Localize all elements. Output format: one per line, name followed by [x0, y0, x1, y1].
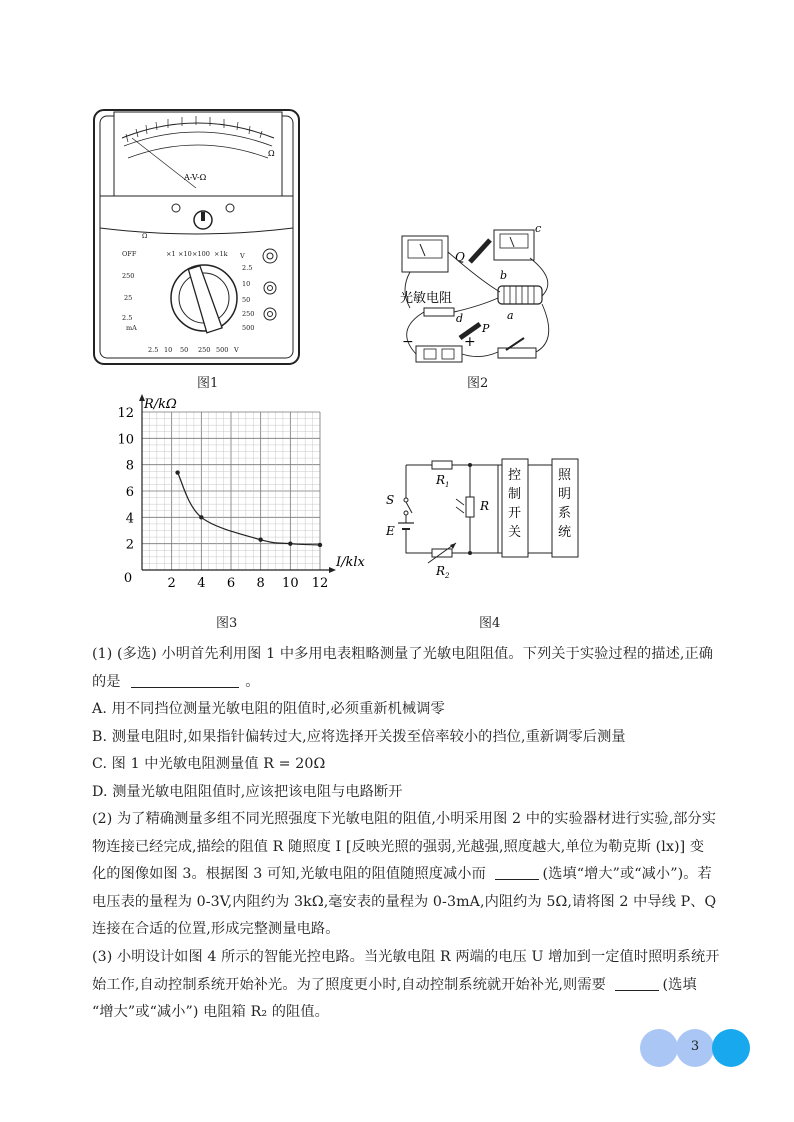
x-tick-label: 12: [311, 576, 329, 591]
svg-text:c: c: [535, 222, 542, 235]
fig2-apparatus: [390, 220, 562, 368]
x-axis-arrow: [329, 567, 336, 573]
svg-text:×1k: ×1k: [214, 250, 228, 258]
origin-label: 0: [123, 571, 133, 586]
x-tick-label: 10: [282, 576, 299, 591]
svg-text:mA: mA: [126, 324, 137, 332]
svg-text:10: 10: [242, 280, 251, 288]
page-number: 3: [690, 1039, 700, 1054]
svg-text:250: 250: [198, 346, 211, 354]
option-a: A. 用不同挡位测量光敏电阻的阻值时,必须重新机械调零: [92, 701, 445, 717]
option-b: B. 测量电阻时,如果指针偏转过大,应将选择开关拨至倍率较小的挡位,重新调零后测量: [92, 728, 626, 745]
svg-text:50: 50: [180, 346, 189, 354]
svg-text:2: 2: [445, 572, 450, 580]
y-tick-label: 10: [117, 432, 134, 448]
series-curve: [178, 473, 320, 545]
svg-text:b: b: [500, 269, 508, 282]
badge-dot-dark: [712, 1029, 750, 1067]
data-point: [288, 541, 292, 545]
x-tick-label: 8: [256, 576, 265, 591]
svg-text:2.5: 2.5: [242, 264, 253, 272]
svg-text:250: 250: [122, 272, 135, 280]
y-tick-label: 6: [125, 485, 134, 500]
svg-text:Q: Q: [455, 250, 465, 264]
svg-text:2.5: 2.5: [148, 346, 159, 354]
svg-text:250: 250: [242, 310, 255, 318]
data-point: [175, 470, 179, 474]
fig3-caption: 图3: [216, 616, 238, 631]
fig1-multimeter: [92, 108, 302, 366]
svg-text:OFF: OFF: [122, 250, 137, 258]
option-d: D. 测量光敏电阻阻值时,应该把该电阻与电路断开: [92, 783, 403, 800]
fig2-sensor-label: 光敏电阻: [400, 291, 453, 306]
data-point: [258, 538, 262, 542]
fig2-caption: 图2: [467, 376, 489, 391]
svg-text:a: a: [507, 309, 514, 322]
fig3-chart: [110, 390, 385, 615]
y-tick-label: 12: [117, 406, 134, 421]
svg-text:−: −: [402, 334, 414, 350]
svg-text:R: R: [436, 564, 446, 578]
question-2: (2) 为了精确测量多组不同光照强度下光敏电阻的阻值,小明采用图 2 中的实验器材进行实验,部分实 物连接已经完成,描绘的阻值 R 随照度 I [反映光照的强弱,光越强,照度越大,单位为勒克斯 (lx)] 变 化的图像如图 3。根据图 3 可知,光敏电阻的阻值随照度减小而 (选填“增大”或“减小”)。若 电压表的量程为 0-3V,内阻约为 3kΩ,毫安表的量程为 0-3mA,内阻约为 5Ω,请将图 2 中导线 P、Q 连接在合适的位置,形成完整测量电路。: [92, 811, 717, 937]
x-axis-label: I/klx: [336, 555, 365, 570]
svg-text:E: E: [386, 524, 395, 538]
fig4-circuit: [380, 455, 585, 580]
svg-text:S: S: [386, 493, 395, 507]
svg-text:+: +: [464, 334, 476, 350]
svg-text:25: 25: [124, 294, 133, 302]
svg-text:500: 500: [216, 346, 229, 354]
x-tick-label: 4: [197, 576, 206, 591]
svg-text:Ω: Ω: [268, 149, 275, 158]
lighting-system-box: 照明系统: [558, 468, 572, 540]
question-1: (1) (多选) 小明首先利用图 1 中多用电表粗略测量了光敏电阻阻值。下列关于实验过程的描述,正确 的是 。 A. 用不同挡位测量光敏电阻的阻值时,必须重新机械调零 B. 测量电阻时,如果指针偏转过大,应将选择开关拨至倍率较小的挡位,重新调零后测量 C. 图 1 中光敏电阻测量值 R = 20Ω D. 测量光敏电阻阻值时,应该把该电阻与电路断开: [92, 641, 732, 806]
svg-text:×10: ×10: [178, 250, 192, 258]
q1-answer-blank[interactable]: [131, 671, 239, 688]
page-number-badge: [640, 1029, 752, 1067]
x-tick-label: 2: [167, 576, 176, 591]
y-tick-label: 8: [125, 458, 134, 474]
svg-text:R: R: [480, 499, 490, 513]
svg-text:×1: ×1: [166, 250, 176, 258]
y-tick-label: 4: [125, 511, 134, 527]
fig4-caption: 图4: [479, 616, 501, 631]
q3-answer-blank[interactable]: [615, 974, 659, 991]
q1-line1: (1) (多选) 小明首先利用图 1 中多用电表粗略测量了光敏电阻阻值。下列关于实验过程的描述,正确: [92, 646, 714, 662]
svg-text:500: 500: [242, 324, 255, 332]
svg-text:×100: ×100: [192, 250, 210, 258]
fig1-caption: 图1: [197, 376, 219, 391]
svg-text:P: P: [482, 322, 490, 335]
badge-dot-light: [640, 1029, 678, 1067]
svg-text:V: V: [234, 346, 239, 354]
svg-text:d: d: [456, 312, 464, 325]
option-c: C. 图 1 中光敏电阻测量值 R = 20Ω: [92, 756, 326, 772]
svg-text:V: V: [240, 252, 245, 260]
svg-text:1: 1: [445, 481, 450, 489]
svg-text:2.5: 2.5: [122, 314, 133, 322]
data-point: [199, 515, 203, 519]
y-tick-label: 2: [125, 537, 134, 553]
control-switch-box: 控制开关: [508, 468, 522, 540]
svg-text:50: 50: [242, 296, 251, 304]
svg-text:10: 10: [164, 346, 173, 354]
question-3: (3) 小明设计如图 4 所示的智能光控电路。当光敏电阻 R 两端的电压 U 增加到一定值时照明系统开 始工作,自动控制系统开始补光。为了照度更小时,自动控制系统就开始补光,则需要 (选填 “增大”或“减小”) 电阻箱 R₂ 的阻值。: [92, 949, 720, 1020]
x-tick-label: 6: [226, 576, 236, 591]
data-point: [318, 543, 322, 547]
fig1-scale-label: A-V-Ω: [184, 173, 207, 182]
svg-text:Ω: Ω: [142, 232, 148, 240]
svg-text:R: R: [436, 473, 446, 487]
q2-answer-blank[interactable]: [495, 863, 539, 880]
y-axis-label: R/kΩ: [144, 397, 177, 412]
